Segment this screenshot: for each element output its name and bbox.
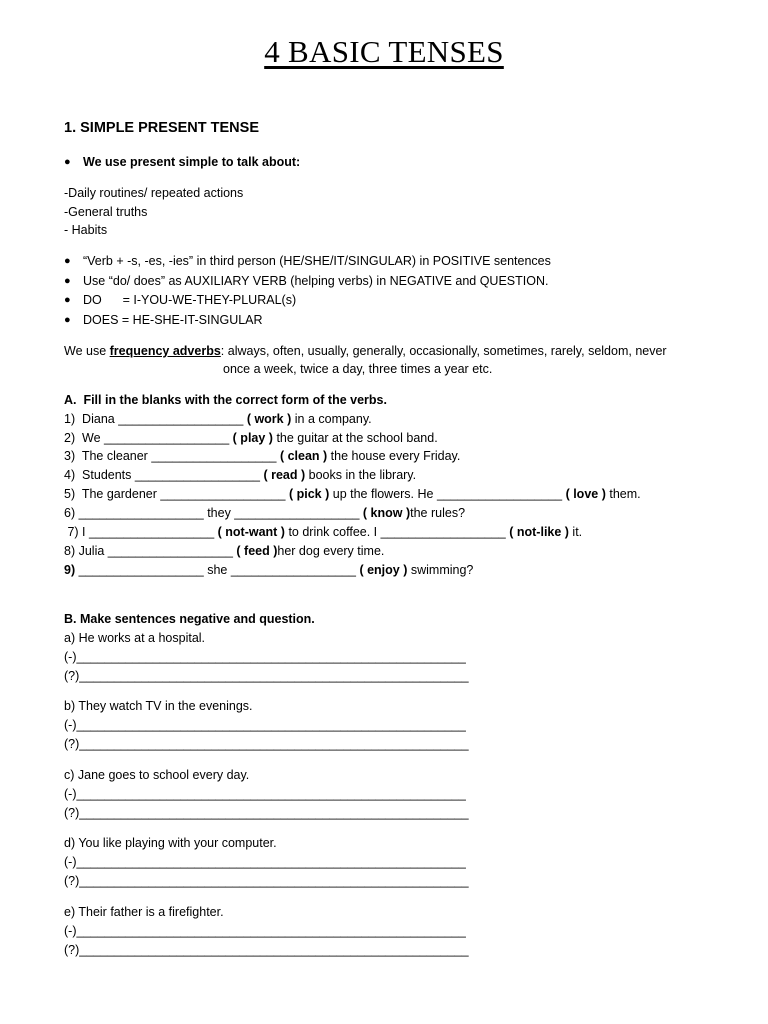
- use-item: -Daily routines/ repeated actions: [64, 186, 244, 200]
- question-answer-line: (?)________________________________________________________: [64, 943, 469, 957]
- exercise-b-sentence: e) Their father is a firefighter.: [64, 905, 224, 919]
- bullet-icon: ●: [64, 314, 71, 326]
- exercise-b-sentence: a) He works at a hospital.: [64, 631, 206, 645]
- verb-hint: ( pick ): [288, 487, 330, 501]
- rule-item: Use “do/ does” as AUXILIARY VERB (helping verbs) in NEGATIVE and QUESTION.: [83, 274, 549, 288]
- verb-hint: ( work ): [246, 412, 292, 426]
- item-text: 4) Students __________________: [64, 468, 264, 482]
- freq-prefix: We use: [64, 344, 110, 358]
- item-text: it.: [568, 525, 583, 539]
- question-answer-line: (?)________________________________________________________: [64, 737, 469, 751]
- bullet-icon: ●: [64, 255, 71, 267]
- freq-list: : always, often, usually, generally, occasionally, sometimes, rarely, seldom, never: [220, 344, 667, 358]
- exercise-b-sentence: c) Jane goes to school every day.: [64, 768, 250, 782]
- negative-answer-line: (-)________________________________________________________: [64, 718, 466, 732]
- exercise-b-heading: B. Make sentences negative and question.: [64, 612, 315, 626]
- negative-answer-line: (-)________________________________________________________: [64, 650, 466, 664]
- verb-hint: ( read ): [263, 468, 306, 482]
- item-text: 6) __________________ they __________________: [64, 506, 363, 520]
- exercise-a-item: [64, 524, 582, 540]
- exercise-a-item: [64, 448, 460, 464]
- intro-text: We use present simple to talk about:: [83, 155, 301, 169]
- exercise-a-item: [64, 562, 473, 578]
- item-text: books in the library.: [305, 468, 417, 482]
- exercise-a-item: [64, 467, 416, 483]
- frequency-adverbs-line: [64, 343, 667, 359]
- exercise-b-sentence: b) They watch TV in the evenings.: [64, 699, 253, 713]
- item-text: 3) The cleaner __________________: [64, 449, 280, 463]
- verb-hint: ( not-want ): [217, 525, 285, 539]
- verb-hint: ( clean ): [279, 449, 328, 463]
- verb-hint: ( not-like ): [509, 525, 569, 539]
- item-text: the house every Friday.: [327, 449, 461, 463]
- item-text: the guitar at the school band.: [272, 431, 438, 445]
- freq-list-continued: once a week, twice a day, three times a year etc.: [223, 362, 493, 376]
- item-text: swimming?: [407, 563, 474, 577]
- exercise-a-item: [64, 505, 465, 521]
- exercise-a-item: [64, 543, 384, 559]
- rule-item: “Verb + -s, -es, -ies” in third person (HE/SHE/IT/SINGULAR) in POSITIVE sentences: [83, 254, 551, 268]
- bullet-icon: ●: [64, 294, 71, 306]
- item-text: the rules?: [410, 506, 466, 520]
- item-text: to drink coffee. I __________________: [284, 525, 510, 539]
- item-text: __________________ she __________________: [75, 563, 360, 577]
- verb-hint: ( play ): [232, 431, 273, 445]
- bullet-icon: ●: [64, 275, 71, 287]
- item-text: up the flowers. He __________________: [329, 487, 566, 501]
- rule-item: DO = I-YOU-WE-THEY-PLURAL(s): [83, 293, 297, 307]
- item-text: 1) Diana __________________: [64, 412, 247, 426]
- item-text: her dog every time.: [277, 544, 385, 558]
- page-title: 4 BASIC TENSES: [264, 34, 504, 69]
- item-text: 5) The gardener __________________: [64, 487, 289, 501]
- item-text: 8) Julia __________________: [64, 544, 237, 558]
- verb-hint: ( love ): [565, 487, 606, 501]
- exercise-a-item: [64, 486, 641, 502]
- exercise-a-item: [64, 411, 372, 427]
- use-item: -General truths: [64, 205, 148, 219]
- verb-hint: 9): [64, 563, 76, 577]
- item-text: 7) I __________________: [64, 525, 218, 539]
- section-heading: 1. SIMPLE PRESENT TENSE: [64, 120, 259, 136]
- negative-answer-line: (-)________________________________________________________: [64, 924, 466, 938]
- question-answer-line: (?)________________________________________________________: [64, 806, 469, 820]
- item-text: 2) We __________________: [64, 431, 233, 445]
- item-text: in a company.: [291, 412, 372, 426]
- exercise-a-item: [64, 430, 438, 446]
- negative-answer-line: (-)________________________________________________________: [64, 855, 466, 869]
- question-answer-line: (?)________________________________________________________: [64, 874, 469, 888]
- question-answer-line: (?)________________________________________________________: [64, 669, 469, 683]
- verb-hint: ( feed ): [236, 544, 278, 558]
- rule-item: DOES = HE-SHE-IT-SINGULAR: [83, 313, 263, 327]
- frequency-adverbs-term: frequency adverbs: [109, 344, 221, 358]
- bullet-icon: ●: [64, 156, 71, 168]
- verb-hint: ( know ): [362, 506, 411, 520]
- exercise-b-sentence: d) You like playing with your computer.: [64, 836, 277, 850]
- verb-hint: ( enjoy ): [359, 563, 408, 577]
- exercise-a-heading: A. Fill in the blanks with the correct form of the verbs.: [64, 393, 387, 407]
- use-item: - Habits: [64, 223, 108, 237]
- item-text: them.: [605, 487, 641, 501]
- negative-answer-line: (-)________________________________________________________: [64, 787, 466, 801]
